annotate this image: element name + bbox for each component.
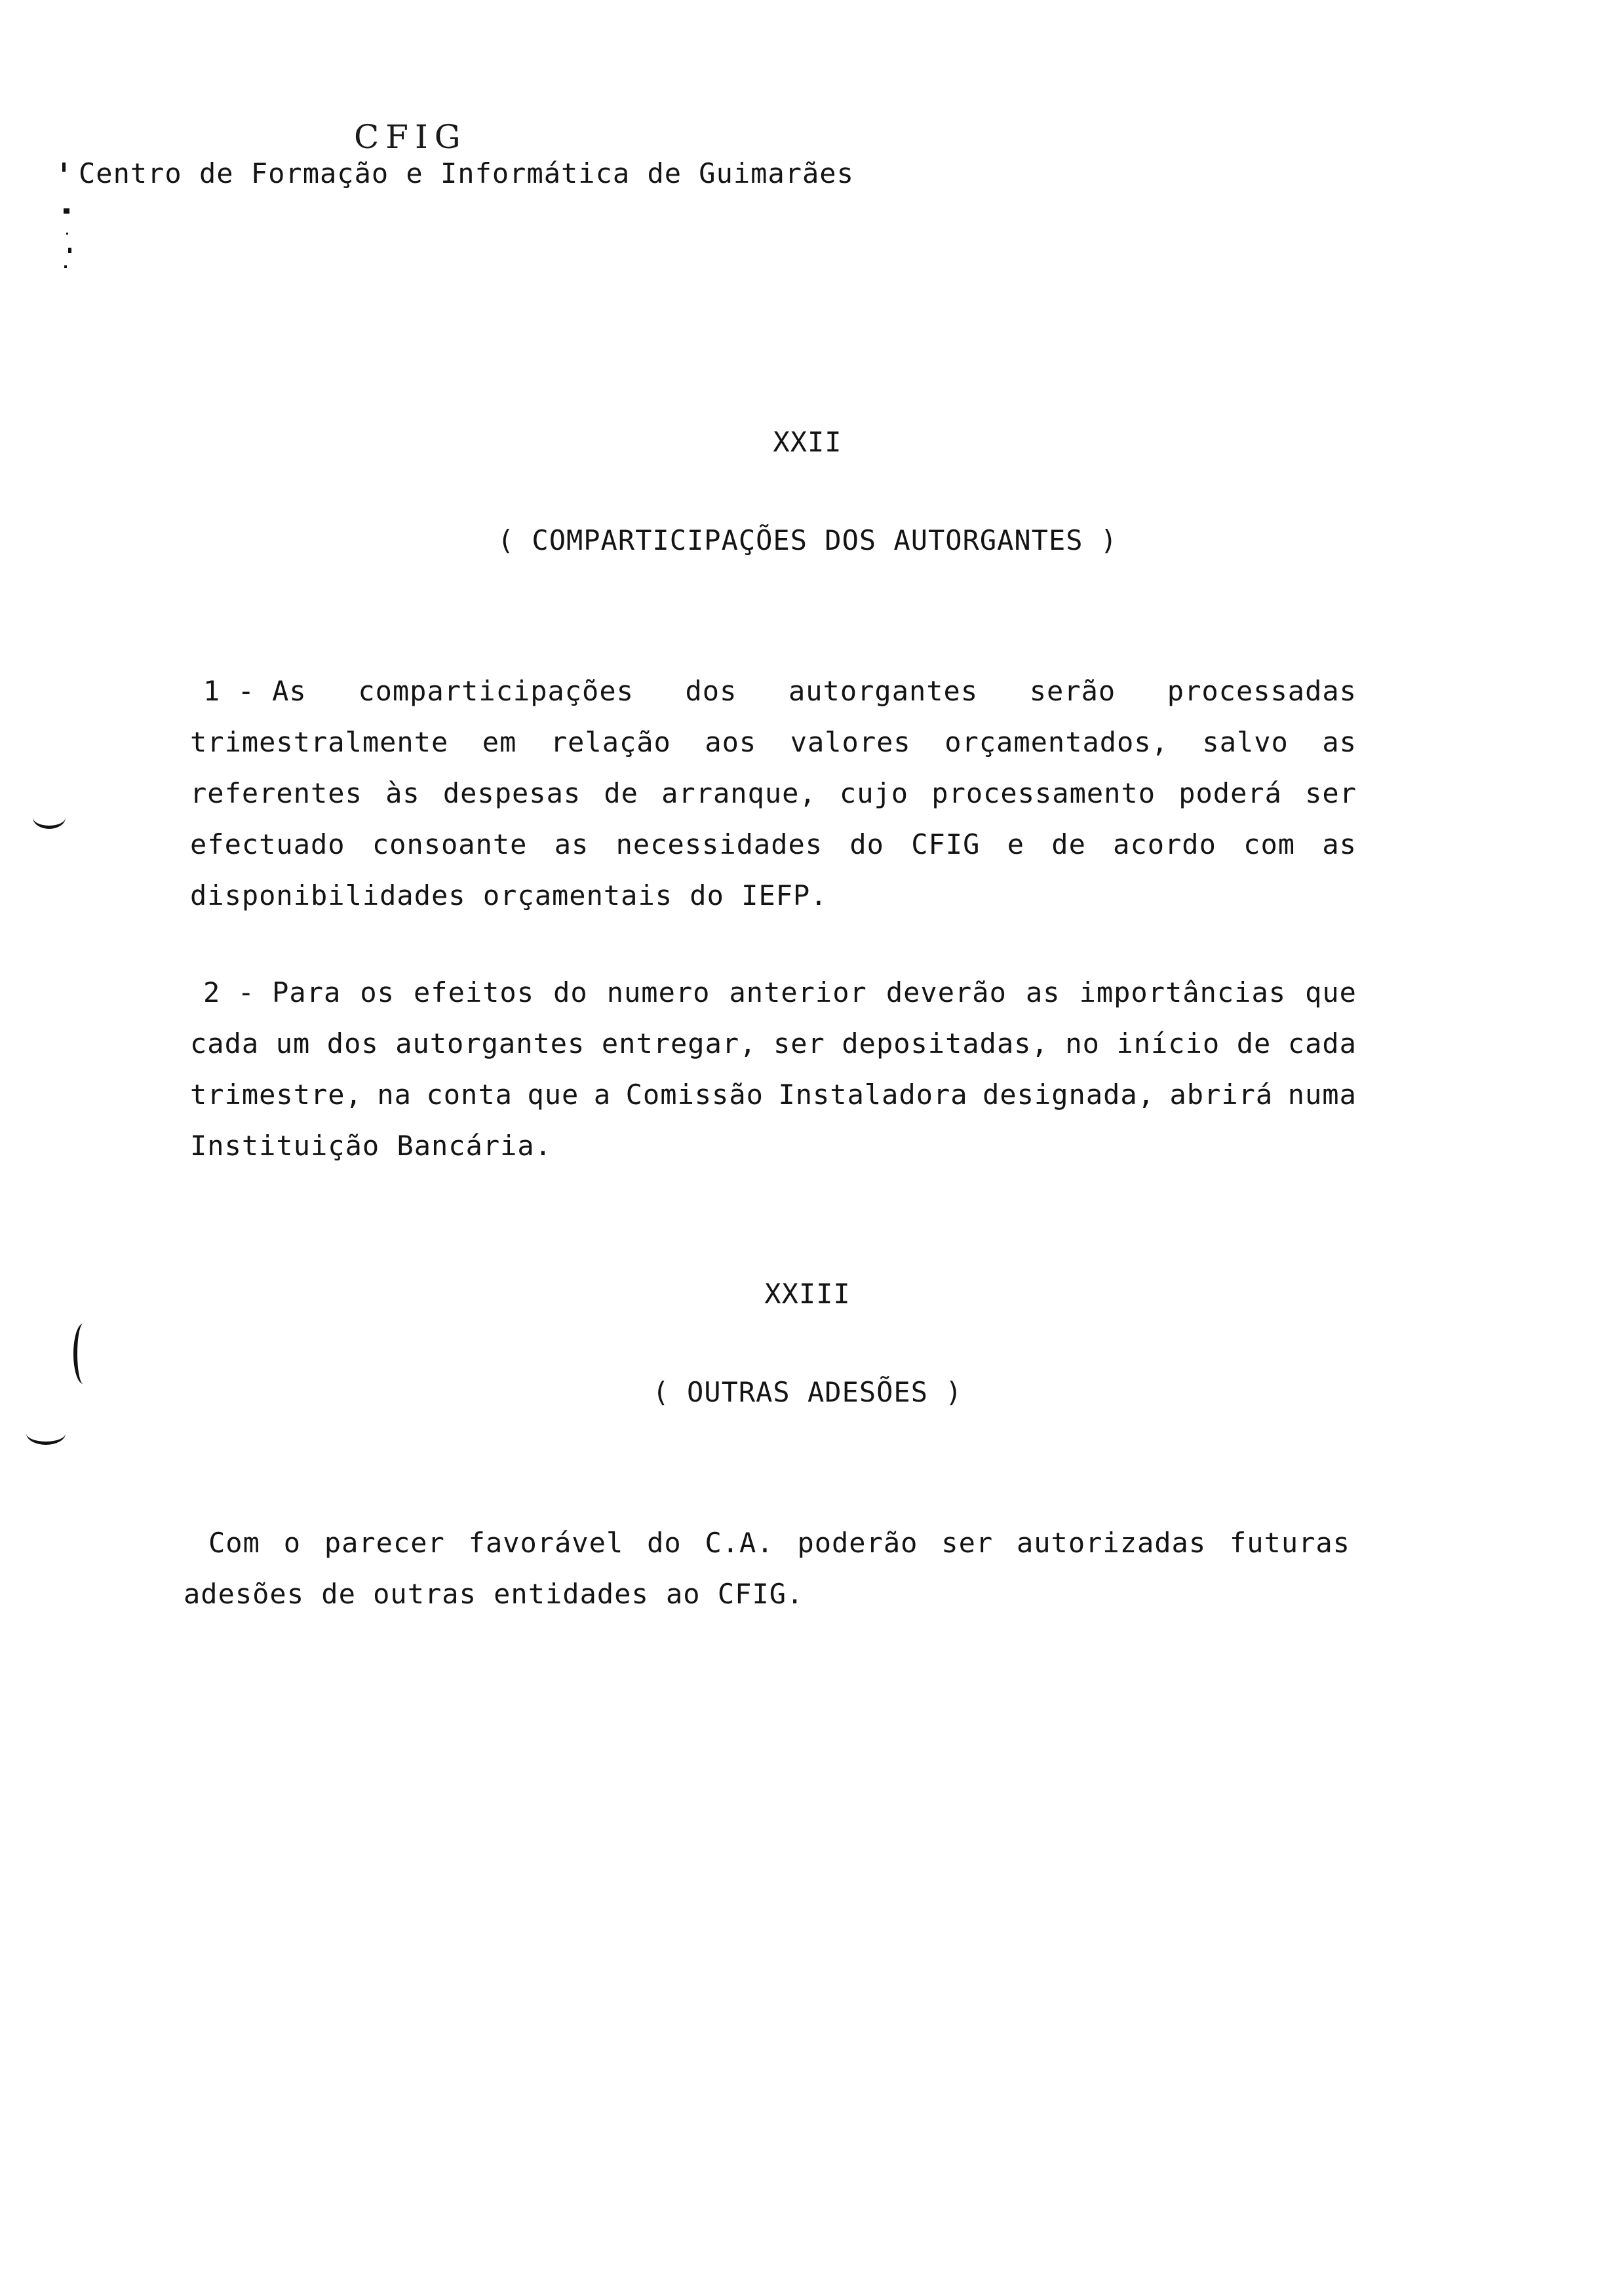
paragraph-line	[208, 1527, 1350, 1559]
word: serão	[1029, 675, 1116, 707]
word: numa	[1287, 1079, 1357, 1111]
margin-mark	[62, 163, 66, 172]
word: as	[1322, 828, 1357, 860]
word: as	[1322, 726, 1357, 758]
word: numero	[606, 976, 710, 1008]
paragraph-line	[190, 1079, 1357, 1111]
word: salvo	[1202, 726, 1289, 758]
paragraph-line	[203, 675, 1357, 707]
paragraph-line	[190, 828, 1357, 860]
word: ser	[1305, 777, 1357, 809]
word: início	[1116, 1027, 1220, 1060]
word: trimestralmente	[190, 726, 449, 758]
word: ser	[773, 1027, 825, 1060]
margin-mark	[66, 233, 68, 235]
word: que	[1305, 976, 1357, 1008]
word: Comissão	[625, 1079, 764, 1111]
punch-hole-mark	[73, 1324, 93, 1384]
word: as	[554, 828, 589, 860]
word: em	[482, 726, 517, 758]
paragraph-line	[190, 726, 1357, 758]
word: consoante	[372, 828, 528, 860]
word: parecer	[324, 1527, 445, 1559]
organization-name: Centro de Formação e Informática de Guimarães	[79, 157, 854, 189]
word: no	[1065, 1027, 1100, 1060]
word: despesas	[442, 777, 581, 809]
word: as	[1025, 976, 1060, 1008]
word: importâncias	[1079, 976, 1287, 1008]
word: cada	[190, 1027, 260, 1060]
word: às	[385, 777, 420, 809]
word: um	[275, 1027, 311, 1060]
word: autorgantes	[395, 1027, 585, 1060]
word: de	[1051, 828, 1086, 860]
word: cujo	[839, 777, 909, 809]
word: os	[360, 976, 395, 1008]
section-number: XXIII	[764, 1278, 851, 1310]
word: de	[1236, 1027, 1272, 1060]
word: 2 - Para	[203, 976, 341, 1008]
margin-mark	[64, 208, 69, 214]
word: designada,	[983, 1079, 1155, 1111]
paragraph-line	[203, 976, 1357, 1008]
word: autorgantes	[788, 675, 979, 707]
word: na	[377, 1079, 412, 1111]
margin-mark	[64, 265, 67, 268]
word: acordo	[1113, 828, 1216, 860]
word: com	[1243, 828, 1296, 860]
word: futuras	[1229, 1527, 1350, 1559]
paragraph-line	[190, 777, 1357, 809]
paragraph-line: Instituição Bancária.	[190, 1130, 553, 1162]
word: Instaladora	[778, 1079, 968, 1111]
cfig-logo: CFIG	[354, 118, 467, 156]
word: referentes	[190, 777, 362, 809]
word: de	[604, 777, 638, 809]
word: cada	[1287, 1027, 1357, 1060]
word: CFIG	[911, 828, 981, 860]
word: ser	[941, 1527, 994, 1559]
word: efeitos	[414, 976, 535, 1008]
word: orçamentados,	[944, 726, 1169, 758]
word: depositadas,	[842, 1027, 1049, 1060]
word: trimestre,	[190, 1079, 362, 1111]
word: e	[1007, 828, 1024, 860]
word: dos	[326, 1027, 379, 1060]
word: o	[283, 1527, 301, 1559]
word: necessidades	[615, 828, 823, 860]
paragraph-line: disponibilidades orçamentais do IEFP.	[190, 879, 828, 911]
word: poderão	[797, 1527, 918, 1559]
word: processadas	[1167, 675, 1357, 707]
margin-mark	[68, 248, 71, 253]
section-title: ( OUTRAS ADESÕES )	[652, 1376, 963, 1408]
word: anterior	[729, 976, 867, 1008]
word: C.A.	[705, 1527, 774, 1559]
paragraph-line: adesões de outras entidades ao CFIG.	[184, 1578, 804, 1610]
word: 1 - As	[203, 675, 307, 707]
word: favorável	[468, 1527, 624, 1559]
word: a	[593, 1079, 612, 1111]
word: dos	[685, 675, 737, 707]
punch-hole-mark	[33, 806, 66, 829]
word: arranque,	[661, 777, 817, 809]
word: entregar,	[601, 1027, 757, 1060]
word: que	[527, 1079, 579, 1111]
punch-hole-mark	[26, 1422, 66, 1445]
word: do	[849, 828, 884, 860]
word: processamento	[931, 777, 1156, 809]
word: abrirá	[1169, 1079, 1274, 1111]
word: autorizadas	[1016, 1527, 1207, 1559]
word: deverão	[885, 976, 1007, 1008]
word: efectuado	[190, 828, 345, 860]
word: poderá	[1178, 777, 1282, 809]
section-title: ( COMPARTICIPAÇÕES DOS AUTORGANTES )	[497, 524, 1118, 556]
section-number: XXII	[773, 426, 842, 458]
word: do	[553, 976, 588, 1008]
word: conta	[426, 1079, 513, 1111]
word: do	[647, 1527, 682, 1559]
word: comparticipações	[358, 675, 634, 707]
paragraph-line	[190, 1027, 1357, 1060]
word: aos	[705, 726, 757, 758]
word: relação	[550, 726, 671, 758]
word: valores	[790, 726, 911, 758]
word: Com	[208, 1527, 260, 1559]
